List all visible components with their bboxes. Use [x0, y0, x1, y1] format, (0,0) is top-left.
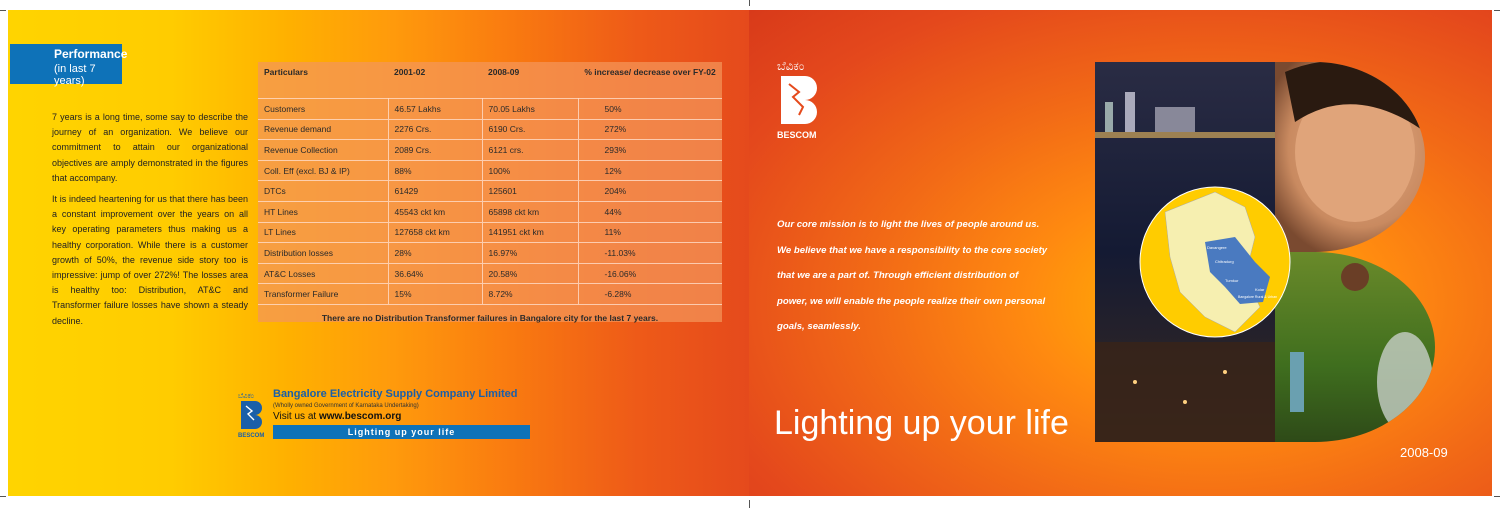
table-cell: Revenue demand [258, 119, 388, 140]
table-cell: 65898 ckt km [482, 201, 578, 222]
table-cell: 204% [578, 181, 722, 202]
table-cell: 12% [578, 160, 722, 181]
intro-text [52, 110, 248, 335]
table-cell: 46.57 Lakhs [388, 99, 482, 120]
mission-line: power, we will enable the people realize their own personal [777, 295, 1046, 307]
table-cell: 88% [388, 160, 482, 181]
table-cell: Distribution losses [258, 243, 388, 264]
table-cell: 272% [578, 119, 722, 140]
table-cell: 100% [482, 160, 578, 181]
table-cell: 141951 ckt km [482, 222, 578, 243]
table-header-cell: Particulars [264, 67, 308, 77]
table-cell: 293% [578, 140, 722, 161]
table-cell: 45543 ckt km [388, 201, 482, 222]
cover-tagline: Lighting up your life [774, 404, 1069, 442]
company-advert [237, 388, 537, 444]
table-cell: 6121 crs. [482, 140, 578, 161]
map-label: Davangere [1207, 245, 1227, 250]
table-row [258, 263, 722, 284]
table-cell: 44% [578, 201, 722, 222]
table-cell: DTCs [258, 181, 388, 202]
cover-year: 2008-09 [1400, 445, 1448, 460]
crop-mark [0, 496, 6, 497]
table-cell: 127658 ckt km [388, 222, 482, 243]
company-name: Bangalore Electricity Supply Company Limited [273, 388, 518, 400]
website-line [273, 411, 401, 422]
table-cell: -6.28% [578, 284, 722, 305]
website-link[interactable]: www.bescom.org [318, 411, 402, 422]
intro-paragraph: 7 years is a long time, some say to describe the journey of an organization. We believe our commitment to attain our organizational objectives are amply demonstrated in the figures that accompany. [52, 112, 248, 183]
company-subtitle: (Wholly owned Government of Karnataka Undertaking) [273, 403, 419, 409]
table-header-cell: 2001-02 [394, 67, 426, 77]
map-label: Tumkur [1225, 278, 1239, 283]
photo-collage [1095, 62, 1440, 442]
table-cell: 36.64% [388, 263, 482, 284]
map-label: Chitradurg [1215, 259, 1234, 264]
mission-line: We believe that we have a responsibility to the core society [777, 244, 1048, 256]
table-row [258, 284, 722, 305]
visit-prefix: Visit us at [273, 411, 319, 422]
table-cell: HT Lines [258, 201, 388, 222]
table-cell: 50% [578, 99, 722, 120]
table-cell: 20.58% [482, 263, 578, 284]
table-row [258, 222, 722, 243]
table-row [258, 181, 722, 202]
bescom-logo-icon [237, 390, 269, 438]
table-cell: 11% [578, 222, 722, 243]
advert-tagline: Lighting up your life [273, 425, 530, 439]
performance-box [10, 44, 128, 87]
mission-line: Our core mission is to light the lives of people around us. [777, 219, 1040, 230]
logo-text: BESCOM [238, 433, 265, 438]
table-cell: Customers [258, 99, 388, 120]
mission-statement [777, 212, 1107, 340]
performance-title: Performance [54, 47, 128, 61]
table-header-cell: 2008-09 [488, 67, 520, 77]
crop-mark [1494, 496, 1500, 497]
table-row [258, 119, 722, 140]
table-cell: 61429 [388, 181, 482, 202]
table-cell: -16.06% [578, 263, 722, 284]
table-header-cell: % increase/ decrease over FY-02 [584, 67, 716, 77]
table-cell: -11.03% [578, 243, 722, 264]
svg-text:ಬೆವಿಕಂ: ಬೆವಿಕಂ [238, 392, 254, 400]
table-cell: 2276 Crs. [388, 119, 482, 140]
table-cell: 2089 Crs. [388, 140, 482, 161]
table-cell: LT Lines [258, 222, 388, 243]
table-row [258, 99, 722, 120]
map-label: Kolar [1255, 287, 1265, 292]
table-cell: AT&C Losses [258, 263, 388, 284]
crop-mark [0, 10, 6, 11]
bescom-logo-icon [775, 58, 829, 142]
table-row [258, 243, 722, 264]
table-cell: 6190 Crs. [482, 119, 578, 140]
mission-line: that we are a part of. Through efficient distribution of [777, 270, 1019, 281]
table-cell: 16.97% [482, 243, 578, 264]
crop-mark [749, 0, 750, 6]
svg-text:ಬೆವಿಕಂ: ಬೆವಿಕಂ [777, 59, 805, 73]
mission-line: goals, seamlessly. [777, 321, 861, 332]
map-label: Bangalore Rural & Urban [1238, 295, 1278, 299]
logo-text: BESCOM [777, 130, 817, 140]
table-header-row [258, 62, 722, 99]
table-cell: 125601 [482, 181, 578, 202]
table-row [258, 140, 722, 161]
table-row [258, 160, 722, 181]
table-cell: Coll. Eff (excl. BJ & IP) [258, 160, 388, 181]
table-note: There are no Distribution Transformer failures in Bangalore city for the last 7 years. [258, 304, 722, 331]
table-cell: 70.05 Lakhs [482, 99, 578, 120]
table-row [258, 201, 722, 222]
table-cell: Transformer Failure [258, 284, 388, 305]
table-cell: 8.72% [482, 284, 578, 305]
table-cell: Revenue Collection [258, 140, 388, 161]
performance-table [258, 62, 722, 322]
table-note-row [258, 304, 722, 331]
table-cell: 15% [388, 284, 482, 305]
performance-subtitle: (in last 7 years) [54, 63, 96, 87]
table-cell: 28% [388, 243, 482, 264]
intro-paragraph: It is indeed heartening for us that there has been a constant improvement over the years on all key operating parameters thus making us a healthy corporation. While there is a customer growth of 50%, the revenue side story too is impressive: jump of over 272%! The losses area is healthy too: Distribution, AT&C and Transformer failure losses have shown a steady decline. [52, 194, 248, 326]
crop-mark [749, 500, 750, 508]
crop-mark [1494, 10, 1500, 11]
